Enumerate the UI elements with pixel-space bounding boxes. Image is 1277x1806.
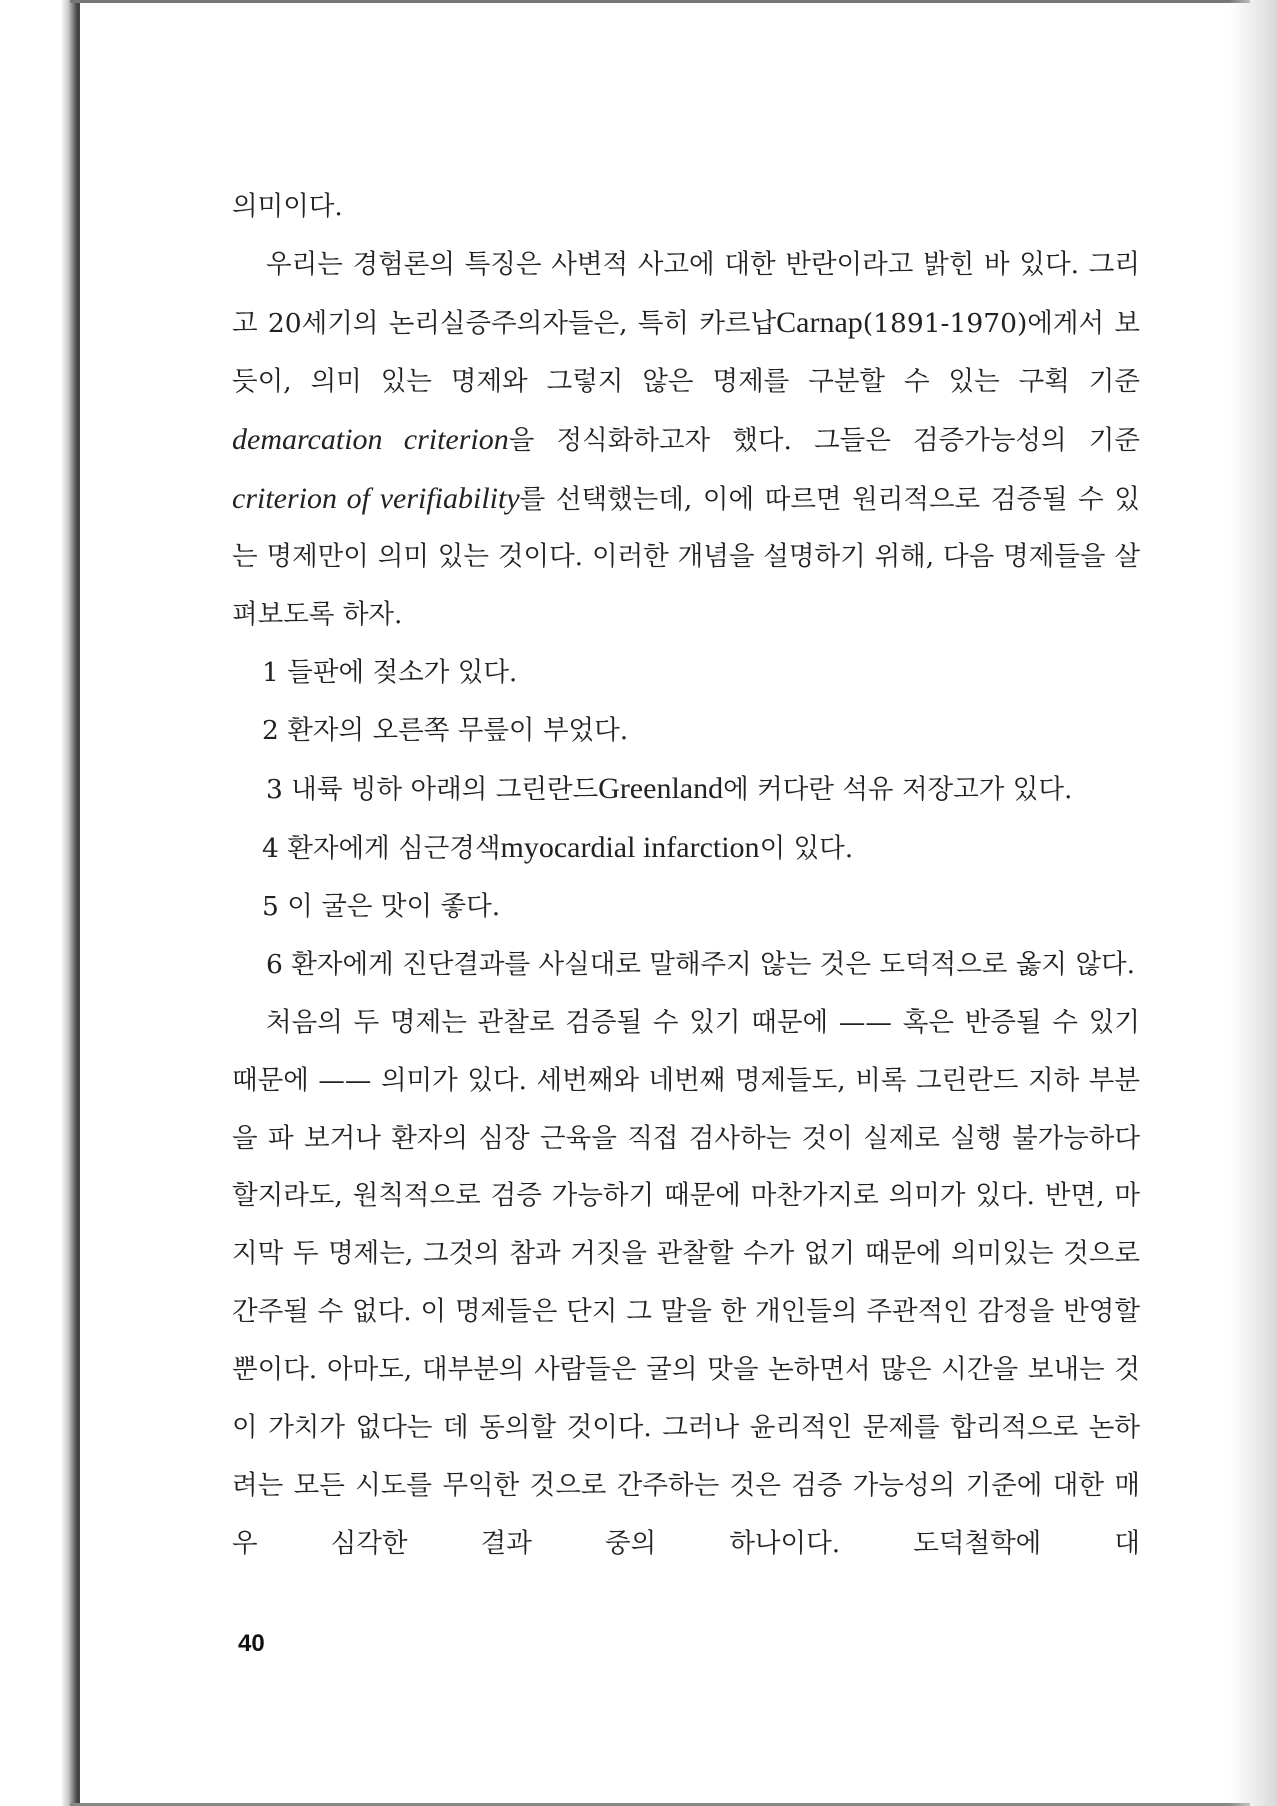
proposition-6 (232, 936, 1140, 994)
english-term-greenland: Greenland (598, 772, 724, 806)
english-term-criterion-of-verifiability: criterion of verifiability (232, 481, 520, 515)
proposition-text: 5 이 굴은 맛이 좋다. (262, 890, 501, 922)
paragraph-text: 우리는 경험론의 특징은 사변적 사고에 대한 반란이라고 밝힌 바 있다. 그리고 20세기의 논리실증주의자들은, 특히 카르납 (232, 248, 1140, 339)
paragraph-text: 을 정식화하고자 했다. 그들은 검증가능성의 기준 (508, 424, 1140, 456)
english-term-myocardial-infarction: myocardial infarction (500, 830, 760, 864)
proposition-text: 4 환자에게 심근경색 (262, 832, 501, 864)
proposition-3 (232, 760, 1140, 819)
paragraph-text: 의미이다. (232, 191, 343, 222)
proposition-text: 6 환자에게 진단결과를 사실대로 말해주지 않는 것은 도덕적으로 옳지 않다. (266, 948, 1136, 980)
paragraph-verification (232, 994, 1140, 1573)
english-term-carnap: Carnap (776, 305, 863, 339)
proposition-text: 1 들판에 젖소가 있다. (262, 657, 518, 689)
proposition-text: 이 있다. (759, 832, 854, 864)
book-spine-shadow (62, 0, 78, 1806)
paragraph-text: (1891-1970)에게서 보듯이, 의미 있는 명제와 그렇지 않은 명제를 구분할 수 있는 구획 기준 (232, 307, 1140, 397)
paragraph-empiricism (232, 236, 1140, 644)
proposition-4 (232, 819, 1140, 878)
proposition-text: 에 커다란 석유 저장고가 있다. (723, 774, 1073, 806)
proposition-1 (232, 644, 1140, 702)
page-body-text (232, 178, 1140, 1573)
paragraph-continuation (232, 178, 1140, 236)
page-number: 40 (238, 1630, 265, 1657)
paragraph-text: 를 선택했는데, 이에 따르면 원리적으로 검증될 수 있는 명제만이 의미 있는 것이다. 이러한 개념을 설명하기 위해, 다음 명제들을 살펴보도록 하자. (232, 483, 1140, 631)
paragraph-text: 처음의 두 명제는 관찰로 검증될 수 있기 때문에 —— 혹은 반증될 수 있기 때문에 —— 의미가 있다. 세번째와 네번째 명제들도, 비록 그린란드 지하 부분을 파 보거나 환자의 심장 근육을 직접 검사하는 것이 실제로 실행 불가능하다 할지라도, 원칙적으로 검증 가능하기 때문에 마찬가지로 의미가 있다. 반면, 마지막 두 명제는, 그것의 참과 거짓을 관찰할 수가 없기 때문에 의미있는 것으로 간주될 수 없다. 이 명제들은 단지 그 말을 한 개인들의 주관적인 감정을 반영할 뿐이다. 아마도, 대부분의 사람들은 굴의 맛을 논하면서 많은 시간을 보내는 것이 가치가 없다는 데 동의할 것이다. 그러나 윤리적인 문제를 합리적으로 논하려는 모든 시도를 무익한 것으로 간주하는 것은 검증 가능성의 기준에 대한 매우 심각한 결과 중의 하나이다. 도덕철학에 대 (232, 1006, 1140, 1559)
proposition-2 (232, 702, 1140, 760)
proposition-text: 2 환자의 오른쪽 무릎이 부었다. (262, 715, 629, 747)
page-top-edge (70, 0, 1250, 3)
proposition-5 (232, 878, 1140, 936)
page-right-shadow (1229, 0, 1277, 1806)
english-term-demarcation-criterion: demarcation criterion (232, 422, 509, 456)
book-spine-edge-line (78, 0, 80, 1806)
proposition-text: 3 내륙 빙하 아래의 그린란드 (266, 774, 599, 806)
